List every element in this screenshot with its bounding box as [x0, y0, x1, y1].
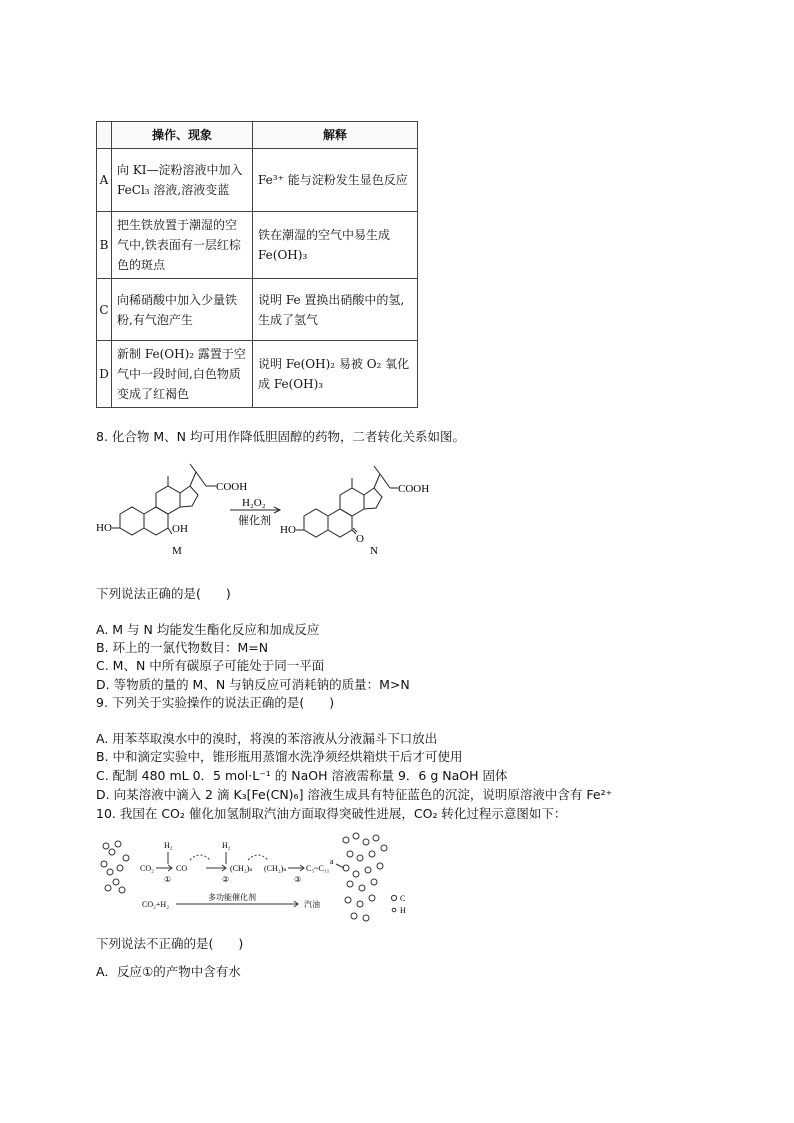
row-operation: 向 KI—淀粉溶液中加入 FeCl₃ 溶液,溶液变蓝 — [112, 149, 253, 212]
label-a: a — [330, 857, 334, 866]
row-option-label: D — [97, 341, 112, 408]
step-1-label: ① — [164, 875, 172, 884]
h2-label-2: H₂ — [222, 841, 231, 850]
reagent-bottom: 催化剂 — [238, 515, 271, 527]
n-cooh-label: COOH — [398, 483, 430, 495]
q9-stem: 9. 下列关于实验操作的说法正确的是( ) — [96, 695, 335, 710]
table-row — [97, 341, 418, 408]
n-o-label: O — [356, 533, 364, 545]
table-header-option — [97, 122, 112, 149]
m-label: M — [172, 545, 182, 557]
table-row — [97, 212, 418, 279]
q8-option-d: D. 等物质的量的 M、N 与钠反应可消耗钠的质量：M>N — [96, 677, 410, 692]
co-label: CO — [176, 864, 188, 873]
table-row — [97, 279, 418, 341]
q8-question: 下列说法正确的是( ) — [96, 586, 231, 601]
reagent-top: H₂O₂ — [242, 497, 266, 509]
table-row — [97, 149, 418, 212]
row-explanation: 铁在潮湿的空气中易生成 Fe(OH)₃ — [253, 212, 418, 279]
legend-h-label: H — [400, 906, 406, 915]
step-3-label: ③ — [294, 875, 302, 884]
table-header-explanation: 解释 — [253, 122, 418, 149]
m-cooh-label: COOH — [216, 481, 248, 493]
q8-reaction-figure — [92, 462, 442, 562]
row-option-label: C — [97, 279, 112, 341]
q7-table — [96, 121, 418, 408]
row-operation: 向稀硝酸中加入少量铁粉,有气泡产生 — [112, 279, 253, 341]
m-ho-label: HO — [96, 522, 112, 534]
n-ho-label: HO — [280, 524, 296, 536]
n-label: N — [370, 545, 378, 557]
q9-option-a: A. 用苯萃取溴水中的溴时，将溴的苯溶液从分液漏斗下口放出 — [96, 731, 438, 746]
h2-label-1: H₂ — [164, 841, 173, 850]
q10-option-a: A．反应①的产物中含有水 — [96, 964, 241, 979]
q9-option-b: B. 中和滴定实验中，锥形瓶用蒸馏水洗净须经烘箱烘干后才可使用 — [96, 749, 463, 764]
row-explanation: 说明 Fe 置换出硝酸中的氢,生成了氢气 — [253, 279, 418, 341]
ch2-label-2: (CH₂)ₙ — [264, 864, 287, 873]
catalyst-label: 多功能催化剂 — [208, 893, 256, 902]
gasoline-label: 汽油 — [304, 900, 320, 909]
table-header-row — [97, 122, 418, 149]
co2h2-label: CO₂+H₂ — [142, 900, 169, 909]
q8-option-c: C. M、N 中所有碳原子可能处于同一平面 — [96, 658, 325, 673]
q10-question: 下列说法不正确的是( ) — [96, 936, 244, 951]
row-explanation: 说明 Fe(OH)₂ 易被 O₂ 氧化成 Fe(OH)₃ — [253, 341, 418, 408]
row-operation: 新制 Fe(OH)₂ 露置于空气中一段时间,白色物质变成了红褐色 — [112, 341, 253, 408]
q9-option-c: C. 配制 480 mL 0．5 mol·L⁻¹ 的 NaOH 溶液需称量 9．6 g NaOH 固体 — [96, 768, 508, 783]
row-option-label: B — [97, 212, 112, 279]
q9-option-d: D. 向某溶液中滴入 2 滴 K₃[Fe(CN)₆] 溶液生成具有特征蓝色的沉淀，说明原溶液中含有 Fe²⁺ — [96, 787, 613, 802]
m-oh-label: OH — [172, 523, 188, 535]
q8-option-a: A. M 与 N 均能发生酯化反应和加成反应 — [96, 622, 320, 637]
step-2-label: ② — [222, 875, 230, 884]
row-operation: 把生铁放置于潮湿的空气中,铁表面有一层红棕色的斑点 — [112, 212, 253, 279]
c5c11-label: C₅~C₁₁ — [306, 864, 330, 873]
co2-label: CO₂ — [140, 864, 154, 873]
q10-stem: 10. 我国在 CO₂ 催化加氢制取汽油方面取得突破性进展，CO₂ 转化过程示意图如下： — [96, 806, 567, 821]
q8-stem: 8. 化合物 M、N 均可用作降低胆固醇的药物，二者转化关系如图。 — [96, 429, 465, 444]
ch2-label-1: (CH₂)ₙ — [230, 864, 253, 873]
row-explanation: Fe³⁺ 能与淀粉发生显色反应 — [253, 149, 418, 212]
row-option-label: A — [97, 149, 112, 212]
legend-c-label: C — [400, 894, 406, 903]
q8-option-b: B. 环上的一氯代物数目：M=N — [96, 640, 269, 655]
q10-process-figure — [98, 830, 420, 926]
table-header-operation: 操作、现象 — [112, 122, 253, 149]
